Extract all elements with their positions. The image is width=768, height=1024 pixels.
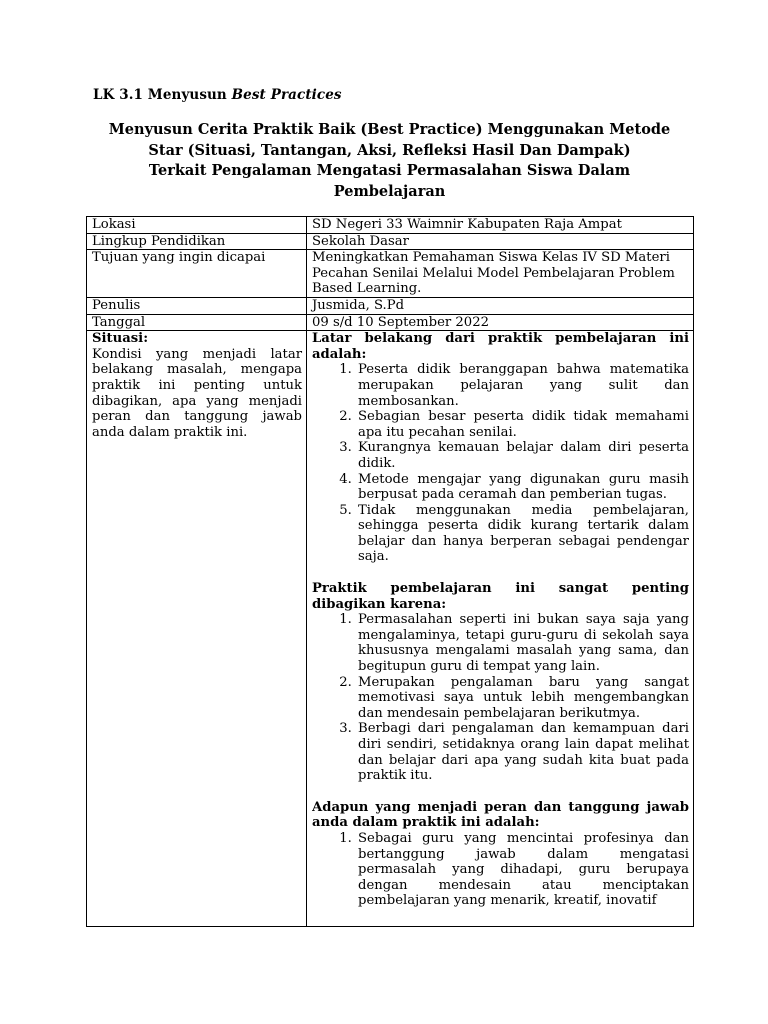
title-line: Star (Situasi, Tantangan, Aksi, Refleksi Hasil Dan Dampak): [148, 141, 631, 159]
alasan-list: [312, 612, 689, 784]
best-practice-table: [86, 216, 694, 927]
situasi-cell: [87, 331, 307, 927]
title-line: Pembelajaran: [333, 182, 446, 200]
situasi-label: Situasi:: [92, 331, 149, 347]
worksheet-label: [93, 87, 342, 103]
worksheet-label-italic: Best Practices: [231, 87, 342, 103]
table-row: [87, 217, 694, 234]
list-item: 1. Permasalahan seperti ini bukan saya saja yang mengalaminya, tetapi guru-guru di sekolah saya khususnya mengalami masalah yang sama, dan begitupun guru di tempat yang lain.: [356, 612, 689, 674]
list-item: 3. Kurangnya kemauan belajar dalam diri peserta didik.: [356, 440, 689, 471]
section-heading: Latar belakang dari praktik pembelajaran ini adalah:: [312, 331, 689, 362]
table-row-situasi: [87, 331, 694, 927]
row-value-tujuan: Meningkatkan Pemahaman Siswa Kelas IV SD Materi Pecahan Senilai Melalui Model Pembelajaran Problem Based Learning.: [307, 250, 694, 298]
row-label-tujuan: Tujuan yang ingin dicapai: [87, 250, 307, 298]
title-line: Terkait Pengalaman Mengatasi Permasalahan Siswa Dalam: [148, 162, 631, 179]
situasi-description: Kondisi yang menjadi latar belakang masalah, mengapa praktik ini penting untuk dibagikan, apa yang menjadi peran dan tanggung jawab anda dalam praktik ini.: [92, 346, 302, 440]
document-title: [86, 120, 693, 202]
section-heading: Praktik pembelajaran ini sangat penting dibagikan karena:: [312, 581, 689, 612]
list-item: 3. Berbagi dari pengalaman dan kemampuan dari diri sendiri, setidaknya orang lain dapat melihat dan belajar dari apa yang sudah kita buat pada praktik itu.: [356, 721, 689, 783]
row-value-tanggal: 09 s/d 10 September 2022: [307, 314, 694, 331]
title-line: Menyusun Cerita Praktik Baik (Best Practice) Menggunakan Metode: [108, 121, 671, 138]
table-row: [87, 314, 694, 331]
section-heading: Adapun yang menjadi peran dan tanggung jawab anda dalam praktik ini adalah:: [312, 799, 689, 831]
list-item: 1. Peserta didik beranggapan bahwa matematika merupakan pelajaran yang sulit dan membosankan.: [356, 362, 689, 409]
list-item: 2. Sebagian besar peserta didik tidak memahami apa itu pecahan senilai.: [356, 409, 689, 440]
table-row: [87, 250, 694, 298]
situasi-content: [307, 331, 694, 927]
row-label-lokasi: Lokasi: [87, 217, 307, 234]
peran-list: [312, 831, 689, 909]
latar-belakang-list: [312, 362, 689, 565]
worksheet-label-prefix: LK 3.1 Menyusun: [93, 87, 232, 103]
row-value-lokasi: SD Negeri 33 Waimnir Kabupaten Raja Ampat: [307, 217, 694, 234]
list-item: 1. Sebagai guru yang mencintai profesinya dan bertanggung jawab dalam mengatasi permasalah yang dihadapi, guru berupaya dengan mendesain atau menciptakan pembelajaran yang menarik, kreatif, inovatif: [356, 831, 689, 909]
table-row: [87, 297, 694, 314]
row-label-penulis: Penulis: [87, 297, 307, 314]
table-row: [87, 233, 694, 250]
row-label-lingkup: Lingkup Pendidikan: [87, 233, 307, 250]
row-label-tanggal: Tanggal: [87, 314, 307, 331]
list-item: 4. Metode mengajar yang digunakan guru masih berpusat pada ceramah dan pemberian tugas.: [356, 472, 689, 503]
list-item: 2. Merupakan pengalaman baru yang sangat memotivasi saya untuk lebih mengembangkan dan mendesain pembelajaran berikutmya.: [356, 675, 689, 722]
row-value-lingkup: Sekolah Dasar: [307, 233, 694, 250]
list-item: 5. Tidak menggunakan media pembelajaran, sehingga peserta didik kurang tertarik dalam belajar dan hanya berperan sebagai pendengar saja.: [356, 503, 689, 565]
row-value-penulis: Jusmida, S.Pd: [307, 297, 694, 314]
